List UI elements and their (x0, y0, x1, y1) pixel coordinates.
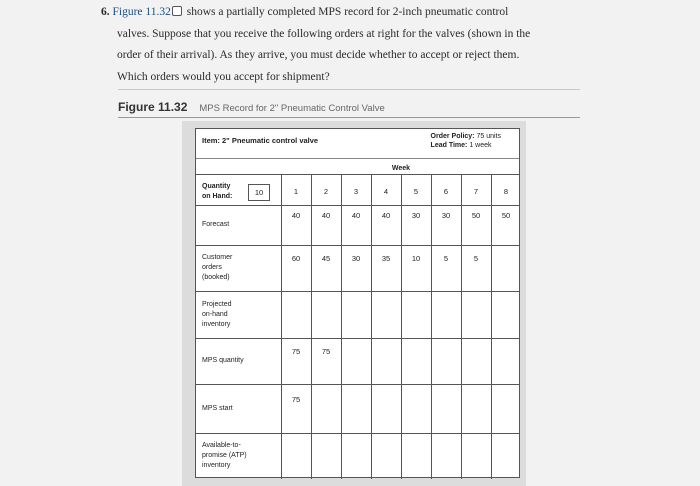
week-number: 7 (473, 187, 479, 196)
table-cell: 40 (321, 211, 331, 220)
table-cell: 45 (321, 254, 331, 263)
row-label (202, 404, 272, 414)
question-line-3: order of their arrival). As they arrive, you must decide whether to accept or reject them. (117, 49, 520, 61)
item-label: Item: 2" Pneumatic control valve (202, 136, 319, 145)
row-label-line: Forecast (202, 221, 230, 228)
row-label-line: MPS start (202, 404, 233, 412)
week-label: Week (391, 165, 411, 172)
row-label-line: (booked) (202, 274, 230, 281)
table-cell: 5 (473, 254, 479, 263)
week-number: 6 (443, 187, 449, 196)
question-line-4: Which orders would you accept for shipment? (117, 70, 330, 83)
grid-hline (196, 338, 519, 339)
mps-record-table (195, 128, 520, 478)
row-label-line: MPS quantity (202, 357, 244, 364)
question-line-2: valves. Suppose that you receive the following orders at right for the valves (shown in the (117, 27, 531, 40)
grid-hline (196, 384, 519, 385)
table-cell: 50 (501, 211, 511, 220)
document-icon[interactable] (172, 6, 182, 16)
row-label (202, 253, 272, 283)
figure-label: Figure 11.32 (118, 100, 188, 114)
week-number: 8 (503, 187, 509, 196)
table-cell: 50 (471, 211, 481, 220)
table-cell: 75 (291, 347, 301, 356)
table-cell: 40 (291, 211, 301, 220)
figure-caption (118, 98, 385, 116)
row-label (202, 441, 272, 471)
row-label (202, 300, 272, 330)
week-number: 4 (383, 187, 389, 196)
lead-time-label: Lead Time: (430, 142, 468, 149)
order-policy (431, 132, 501, 150)
row-label-line: promise (ATP) (202, 452, 247, 459)
question-text (101, 2, 601, 88)
row-label (202, 356, 272, 366)
row-label-line: Projected (202, 300, 232, 308)
week-number: 2 (323, 187, 329, 196)
row-label-line: inventory (202, 320, 231, 328)
row-label-line: on-hand (202, 310, 228, 318)
grid-hline (196, 245, 519, 246)
caption-top-rule (118, 89, 580, 90)
order-policy-value: 75 units (476, 133, 501, 140)
week-number: 5 (413, 187, 419, 196)
row-label-line: Available-to- (202, 442, 241, 449)
quantity-on-hand-value: 10 (248, 184, 270, 201)
table-cell: 10 (411, 254, 421, 263)
row-label-line: orders (202, 264, 222, 271)
quantity-on-hand-line-1: Quantity (202, 183, 231, 190)
week-number: 1 (293, 187, 299, 196)
caption-bottom-rule (118, 117, 580, 118)
table-cell: 30 (411, 211, 421, 220)
grid-hline (196, 291, 519, 292)
table-cell: 35 (381, 254, 391, 263)
order-policy-label: Order Policy: (430, 133, 475, 140)
question-number: 6. (101, 6, 110, 18)
table-cell: 30 (351, 254, 361, 263)
table-cell: 30 (441, 211, 451, 220)
table-cell: 40 (351, 211, 361, 220)
grid-hline (196, 433, 519, 434)
question-line-1: shows a partially completed MPS record for 2-inch pneumatic control (186, 6, 509, 18)
figure-title: MPS Record for 2" Pneumatic Control Valve (199, 103, 385, 114)
grid-hline (196, 205, 519, 206)
week-number: 3 (353, 187, 359, 196)
figure-link[interactable]: Figure 11.32 (112, 6, 171, 18)
table-cell: 75 (321, 347, 331, 356)
row-label (202, 220, 272, 230)
table-cell: 75 (291, 394, 301, 404)
table-cell: 5 (443, 254, 449, 263)
quantity-on-hand-line-2: on Hand: (202, 193, 233, 200)
row-label-line: Customer (202, 254, 233, 261)
grid-hline (196, 174, 519, 175)
row-label-line: inventory (202, 462, 231, 469)
table-cell: 60 (291, 254, 301, 263)
table-cell: 40 (381, 211, 391, 220)
lead-time-value: 1 week (469, 142, 492, 149)
header-rule (196, 158, 519, 159)
